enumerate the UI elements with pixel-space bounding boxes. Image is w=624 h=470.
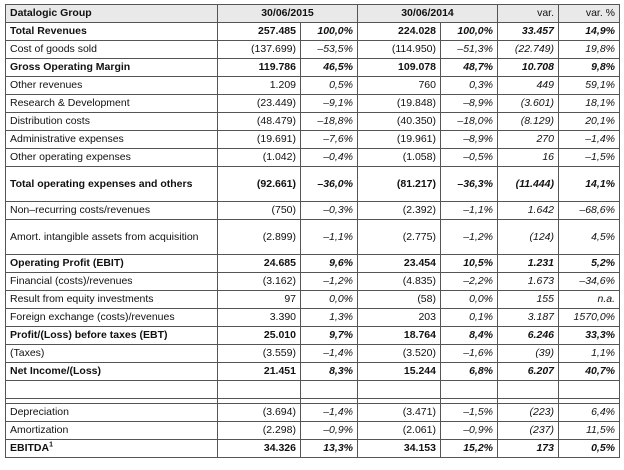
period1-header: 30/06/2015 xyxy=(218,5,358,23)
variance-pct: –34,6% xyxy=(559,273,620,291)
pct-2014: –51,3% xyxy=(441,41,498,59)
table-row xyxy=(6,440,620,458)
table-row xyxy=(6,77,620,95)
pct-2015: –0,4% xyxy=(301,149,358,167)
row-label xyxy=(6,440,218,458)
pct-2014: –0,9% xyxy=(441,422,498,440)
row-label: Non–recurring costs/revenues xyxy=(6,202,218,220)
pct-2014: –0,5% xyxy=(441,149,498,167)
blank-row xyxy=(6,381,620,399)
pct-2015: –1,4% xyxy=(301,345,358,363)
table-row xyxy=(6,23,620,41)
variance: 449 xyxy=(498,77,559,95)
variance: 1.231 xyxy=(498,255,559,273)
pct-2014: –18,0% xyxy=(441,113,498,131)
variance: 270 xyxy=(498,131,559,149)
value-2014: (2.061) xyxy=(358,422,441,440)
pct-2014: –1,5% xyxy=(441,404,498,422)
pct-2015: 8,3% xyxy=(301,363,358,381)
value-2014: (40.350) xyxy=(358,113,441,131)
variance-pct: 1570,0% xyxy=(559,309,620,327)
row-label: Cost of goods sold xyxy=(6,41,218,59)
value-2015: (3.559) xyxy=(218,345,301,363)
pct-2015: –0,3% xyxy=(301,202,358,220)
variance: 1.673 xyxy=(498,273,559,291)
row-label: Total operating expenses and others xyxy=(6,167,218,202)
pct-2015: 1,3% xyxy=(301,309,358,327)
value-2014: 109.078 xyxy=(358,59,441,77)
pct-2015: –9,1% xyxy=(301,95,358,113)
table-row xyxy=(6,273,620,291)
value-2015: 257.485 xyxy=(218,23,301,41)
table-row xyxy=(6,363,620,381)
variance: (39) xyxy=(498,345,559,363)
var-header: var. xyxy=(498,5,559,23)
value-2014: 34.153 xyxy=(358,440,441,458)
pct-2014: 10,5% xyxy=(441,255,498,273)
pct-2014: –8,9% xyxy=(441,95,498,113)
pct-2015: 0,5% xyxy=(301,77,358,95)
value-2015: (3.694) xyxy=(218,404,301,422)
value-2015: 3.390 xyxy=(218,309,301,327)
variance-pct: 19,8% xyxy=(559,41,620,59)
row-label: Administrative expenses xyxy=(6,131,218,149)
value-2014: 15.244 xyxy=(358,363,441,381)
pct-2014: 15,2% xyxy=(441,440,498,458)
row-label: Amort. intangible assets from acquisition xyxy=(6,220,218,255)
value-2015: (92.661) xyxy=(218,167,301,202)
table-row xyxy=(6,345,620,363)
value-2014: (2.392) xyxy=(358,202,441,220)
value-2014: 224.028 xyxy=(358,23,441,41)
value-2015: (750) xyxy=(218,202,301,220)
pct-2015: –1,4% xyxy=(301,404,358,422)
variance-pct: 9,8% xyxy=(559,59,620,77)
company-header: Datalogic Group xyxy=(6,5,218,23)
variance-pct: –1,4% xyxy=(559,131,620,149)
value-2015: (1.042) xyxy=(218,149,301,167)
value-2015: 97 xyxy=(218,291,301,309)
variance-pct: 11,5% xyxy=(559,422,620,440)
variance: 6.207 xyxy=(498,363,559,381)
table-row xyxy=(6,131,620,149)
variance-pct: 0,5% xyxy=(559,440,620,458)
variance-pct: 14,1% xyxy=(559,167,620,202)
variance: 16 xyxy=(498,149,559,167)
row-label: Other operating expenses xyxy=(6,149,218,167)
table-row xyxy=(6,167,620,202)
value-2014: (4.835) xyxy=(358,273,441,291)
pct-2015: 100,0% xyxy=(301,23,358,41)
variance-pct: n.a. xyxy=(559,291,620,309)
value-2014: (2.775) xyxy=(358,220,441,255)
ebitda-label: EBITDA xyxy=(10,442,50,454)
variance-pct: 33,3% xyxy=(559,327,620,345)
value-2015: 24.685 xyxy=(218,255,301,273)
table-row xyxy=(6,291,620,309)
table-row xyxy=(6,255,620,273)
variance: 33.457 xyxy=(498,23,559,41)
pct-2014: 6,8% xyxy=(441,363,498,381)
pct-2014: –8,9% xyxy=(441,131,498,149)
value-2015: 1.209 xyxy=(218,77,301,95)
pct-2015: 13,3% xyxy=(301,440,358,458)
variance: (3.601) xyxy=(498,95,559,113)
pct-2014: 0,0% xyxy=(441,291,498,309)
pct-2015: –53,5% xyxy=(301,41,358,59)
value-2014: (3.471) xyxy=(358,404,441,422)
row-label: Gross Operating Margin xyxy=(6,59,218,77)
variance: 1.642 xyxy=(498,202,559,220)
value-2015: (23.449) xyxy=(218,95,301,113)
pct-2014: –1,1% xyxy=(441,202,498,220)
pct-2015: –1,2% xyxy=(301,273,358,291)
row-label: Depreciation xyxy=(6,404,218,422)
table-row xyxy=(6,202,620,220)
variance: (22.749) xyxy=(498,41,559,59)
pct-2014: –36,3% xyxy=(441,167,498,202)
variance: (237) xyxy=(498,422,559,440)
table-row xyxy=(6,95,620,113)
variance-pct: 18,1% xyxy=(559,95,620,113)
table-row xyxy=(6,149,620,167)
row-label: Distribution costs xyxy=(6,113,218,131)
row-label: (Taxes) xyxy=(6,345,218,363)
variance-pct: 40,7% xyxy=(559,363,620,381)
pct-2015: –1,1% xyxy=(301,220,358,255)
table-row xyxy=(6,327,620,345)
row-label: Financial (costs)/revenues xyxy=(6,273,218,291)
table-row xyxy=(6,41,620,59)
row-label: Operating Profit (EBIT) xyxy=(6,255,218,273)
value-2015: (137.699) xyxy=(218,41,301,59)
value-2014: 23.454 xyxy=(358,255,441,273)
variance: 6.246 xyxy=(498,327,559,345)
pct-2014: –1,2% xyxy=(441,220,498,255)
pct-2015: 9,6% xyxy=(301,255,358,273)
row-label: Research & Development xyxy=(6,95,218,113)
variance-pct: 14,9% xyxy=(559,23,620,41)
variance-pct: 4,5% xyxy=(559,220,620,255)
value-2015: (19.691) xyxy=(218,131,301,149)
pct-2014: 100,0% xyxy=(441,23,498,41)
variance-pct: 1,1% xyxy=(559,345,620,363)
variance: (11.444) xyxy=(498,167,559,202)
pct-2014: 48,7% xyxy=(441,59,498,77)
variance-pct: 6,4% xyxy=(559,404,620,422)
pct-2014: 0,1% xyxy=(441,309,498,327)
value-2015: (2.298) xyxy=(218,422,301,440)
row-label: Net Income/(Loss) xyxy=(6,363,218,381)
value-2014: (58) xyxy=(358,291,441,309)
variance: 173 xyxy=(498,440,559,458)
value-2015: 34.326 xyxy=(218,440,301,458)
table-row xyxy=(6,220,620,255)
variance-pct: –68,6% xyxy=(559,202,620,220)
value-2015: 119.786 xyxy=(218,59,301,77)
income-statement-table xyxy=(5,4,620,458)
value-2015: (2.899) xyxy=(218,220,301,255)
variance-pct: 20,1% xyxy=(559,113,620,131)
value-2014: 203 xyxy=(358,309,441,327)
value-2014: (1.058) xyxy=(358,149,441,167)
table-row xyxy=(6,309,620,327)
var-pct-header: var. % xyxy=(559,5,620,23)
value-2015: (3.162) xyxy=(218,273,301,291)
pct-2014: 0,3% xyxy=(441,77,498,95)
variance: 3.187 xyxy=(498,309,559,327)
pct-2014: 8,4% xyxy=(441,327,498,345)
row-label: Result from equity investments xyxy=(6,291,218,309)
value-2014: (19.961) xyxy=(358,131,441,149)
value-2014: (81.217) xyxy=(358,167,441,202)
value-2014: 760 xyxy=(358,77,441,95)
value-2014: (114.950) xyxy=(358,41,441,59)
value-2014: (19.848) xyxy=(358,95,441,113)
pct-2015: 9,7% xyxy=(301,327,358,345)
row-label: Foreign exchange (costs)/revenues xyxy=(6,309,218,327)
variance: (124) xyxy=(498,220,559,255)
income-statement xyxy=(5,4,620,458)
pct-2015: –36,0% xyxy=(301,167,358,202)
header-row xyxy=(6,5,620,23)
pct-2015: 0,0% xyxy=(301,291,358,309)
variance: 10.708 xyxy=(498,59,559,77)
value-2014: (3.520) xyxy=(358,345,441,363)
period2-header: 30/06/2014 xyxy=(358,5,498,23)
variance: 155 xyxy=(498,291,559,309)
table-row xyxy=(6,422,620,440)
value-2015: (48.479) xyxy=(218,113,301,131)
table-row xyxy=(6,59,620,77)
pct-2014: –2,2% xyxy=(441,273,498,291)
value-2015: 21.451 xyxy=(218,363,301,381)
variance-pct: 5,2% xyxy=(559,255,620,273)
pct-2014: –1,6% xyxy=(441,345,498,363)
value-2014: 18.764 xyxy=(358,327,441,345)
variance-pct: –1,5% xyxy=(559,149,620,167)
pct-2015: –0,9% xyxy=(301,422,358,440)
variance: (223) xyxy=(498,404,559,422)
row-label: Other revenues xyxy=(6,77,218,95)
row-label: Profit/(Loss) before taxes (EBT) xyxy=(6,327,218,345)
table-row xyxy=(6,113,620,131)
row-label: Total Revenues xyxy=(6,23,218,41)
variance-pct: 59,1% xyxy=(559,77,620,95)
pct-2015: –7,6% xyxy=(301,131,358,149)
table-row xyxy=(6,404,620,422)
value-2015: 25.010 xyxy=(218,327,301,345)
pct-2015: –18,8% xyxy=(301,113,358,131)
pct-2015: 46,5% xyxy=(301,59,358,77)
row-label: Amortization xyxy=(6,422,218,440)
footnote-marker: 1 xyxy=(49,441,53,449)
variance: (8.129) xyxy=(498,113,559,131)
